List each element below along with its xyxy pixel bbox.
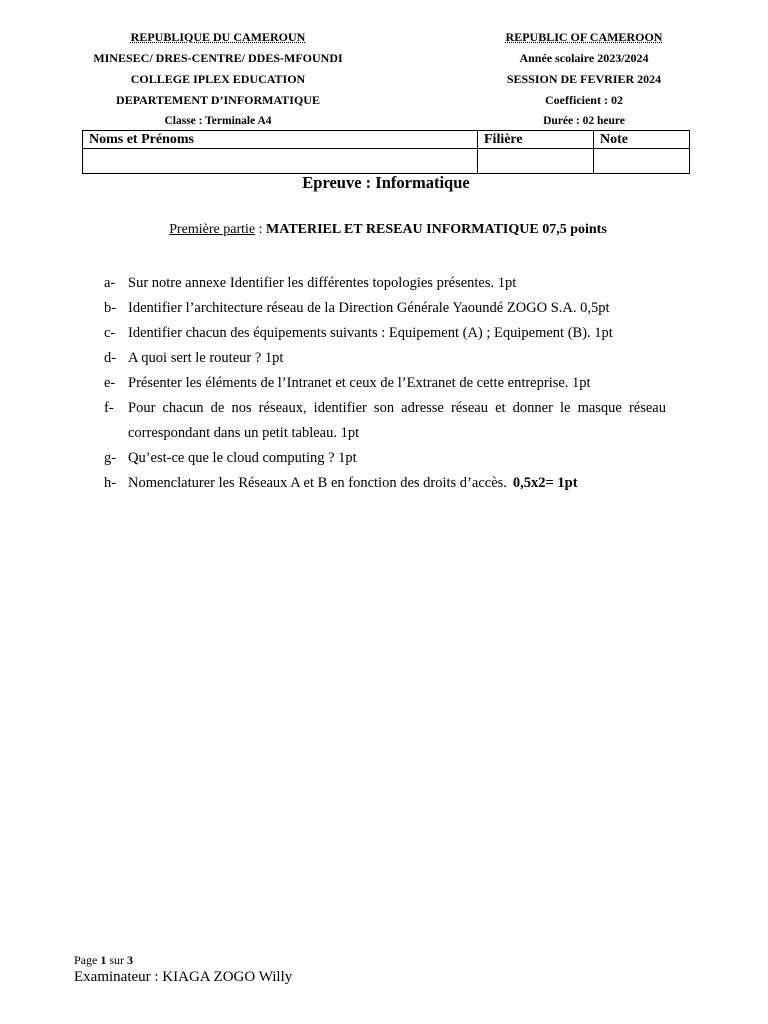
part-label: Première partie bbox=[169, 222, 256, 237]
list-item bbox=[104, 271, 666, 296]
question-label: d- bbox=[104, 350, 117, 366]
question-list bbox=[104, 271, 666, 496]
exam-title: Epreuve : Informatique bbox=[302, 173, 470, 192]
part-heading bbox=[0, 222, 768, 238]
question-label: h- bbox=[104, 475, 117, 491]
question-label: e- bbox=[104, 375, 116, 391]
header-left bbox=[70, 27, 366, 132]
page-total: 3 bbox=[127, 953, 133, 967]
header-left-line: MINESEC/ DRES-CENTRE/ DDES-MFOUNDI bbox=[93, 51, 343, 65]
question-points: 0,5x2= 1pt bbox=[512, 475, 578, 491]
question-text-main: Nomenclaturer les Réseaux A et B en fonction des droits d’accès. bbox=[128, 475, 507, 491]
name-header: Noms et Prénoms bbox=[83, 131, 478, 149]
question-text: A quoi sert le routeur ? 1pt bbox=[128, 350, 284, 366]
question-text: Sur notre annexe Identifier les différentes topologies présentes. 1pt bbox=[128, 275, 517, 291]
question-text bbox=[128, 471, 666, 496]
header-right-line: REPUBLIC OF CAMEROON bbox=[505, 30, 663, 44]
header-left-line: Classe : Terminale A4 bbox=[164, 115, 272, 127]
list-item bbox=[104, 321, 666, 346]
filiere-cell[interactable] bbox=[478, 149, 594, 174]
header-right-line: Année scolaire 2023/2024 bbox=[519, 51, 649, 65]
page-mid: sur bbox=[106, 953, 127, 967]
question-text: Présenter les éléments de l’Intranet et ceux de l’Extranet de cette entreprise. 1pt bbox=[128, 375, 591, 391]
student-id-table bbox=[82, 130, 690, 174]
header-right-line: Coefficient : 02 bbox=[545, 93, 623, 107]
list-item bbox=[104, 346, 666, 371]
question-text: Identifier chacun des équipements suivants : Equipement (A) ; Equipement (B). 1pt bbox=[128, 325, 613, 341]
header-left-line: COLLEGE IPLEX EDUCATION bbox=[130, 72, 306, 86]
header-right-line: SESSION DE FEVRIER 2024 bbox=[506, 72, 662, 86]
list-item bbox=[104, 446, 666, 471]
note-cell[interactable] bbox=[594, 149, 690, 174]
page-number bbox=[74, 953, 133, 968]
page-prefix: Page bbox=[74, 953, 101, 967]
question-label: a- bbox=[104, 275, 116, 291]
header-left-line: DEPARTEMENT D’INFORMATIQUE bbox=[116, 93, 320, 107]
part-separator: : bbox=[255, 222, 267, 237]
question-label: f- bbox=[104, 400, 114, 416]
question-label: b- bbox=[104, 300, 117, 316]
list-item bbox=[104, 471, 666, 496]
list-item bbox=[104, 296, 666, 321]
list-item bbox=[104, 371, 666, 396]
question-label: c- bbox=[104, 325, 116, 341]
question-text: Qu’est-ce que le cloud computing ? 1pt bbox=[128, 450, 357, 466]
header-right-line: Durée : 02 heure bbox=[543, 115, 625, 127]
list-item bbox=[104, 396, 666, 446]
part-title: MATERIEL ET RESEAU INFORMATIQUE 07,5 points bbox=[266, 222, 607, 237]
question-text: Identifier l’architecture réseau de la Direction Générale Yaoundé ZOGO S.A. 0,5pt bbox=[128, 300, 610, 316]
page-current: 1 bbox=[100, 953, 107, 967]
examiner: Examinateur : KIAGA ZOGO Willy bbox=[74, 969, 293, 985]
question-text: Pour chacun de nos réseaux, identifier son adresse réseau et donner le masque réseau correspondant dans un petit tableau. 1pt bbox=[128, 400, 666, 441]
name-cell[interactable] bbox=[83, 149, 478, 174]
header-left-line: REPUBLIQUE DU CAMEROUN bbox=[130, 30, 306, 44]
note-header: Note bbox=[594, 131, 690, 149]
header-right bbox=[476, 27, 692, 132]
question-label: g- bbox=[104, 450, 117, 466]
filiere-header: Filière bbox=[478, 131, 594, 149]
